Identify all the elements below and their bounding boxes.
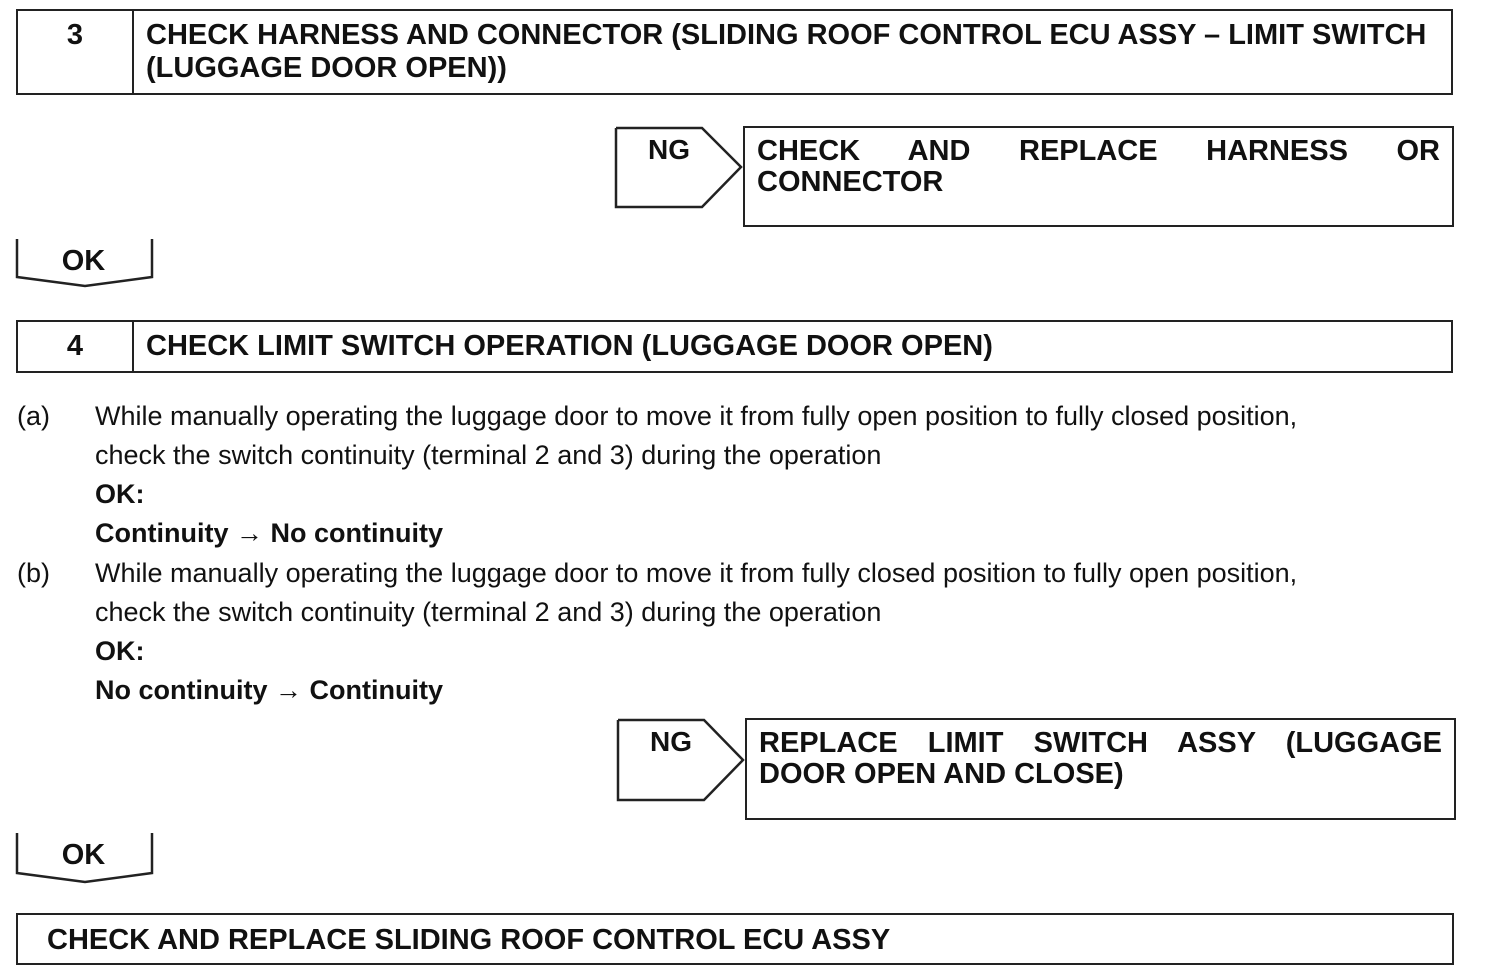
ng-branch-step-4 [616, 718, 1456, 802]
item-text-line: While manually operating the luggage door to move it from fully closed position to fully open position, [95, 558, 1298, 588]
step-number: 4 [18, 322, 134, 371]
ng-arrow-icon [616, 718, 745, 802]
ok-tab-step-4 [15, 831, 154, 885]
ok-heading: OK: [95, 479, 145, 509]
step-number: 3 [18, 11, 134, 93]
ng-arrow-icon [614, 126, 743, 209]
step-title: CHECK HARNESS AND CONNECTOR (SLIDING ROOF CONTROL ECU ASSY – LIMIT SWITCH (LUGGAGE DOOR OPEN)) [146, 19, 1427, 84]
ng-action-box: CHECK AND REPLACE HARNESS OR CONNECTOR [743, 126, 1454, 227]
step-4-header [16, 320, 1453, 373]
item-tag: (b) [17, 558, 50, 588]
item-text-line: While manually operating the luggage door to move it from fully open position to fully closed position, [95, 401, 1298, 431]
procedure-item-a [0, 397, 1504, 557]
item-text-line: check the switch continuity (terminal 2 and 3) during the operation [95, 597, 882, 627]
procedure-item-b [0, 554, 1504, 714]
ok-condition: Continuity → No continuity [95, 518, 443, 548]
ok-heading: OK: [95, 636, 145, 666]
step-title: CHECK LIMIT SWITCH OPERATION (LUGGAGE DOOR OPEN) [146, 330, 993, 362]
step-3-header [16, 9, 1453, 95]
ng-action-box: REPLACE LIMIT SWITCH ASSY (LUGGAGE DOOR OPEN AND CLOSE) [745, 718, 1456, 820]
final-action-box: CHECK AND REPLACE SLIDING ROOF CONTROL ECU ASSY [16, 913, 1454, 965]
ng-label: NG [650, 726, 692, 757]
ng-branch-step-3 [614, 126, 1454, 209]
ok-label: OK [61, 839, 106, 871]
ng-label: NG [648, 134, 690, 165]
ok-tab-step-3 [15, 237, 154, 289]
item-tag: (a) [17, 401, 50, 431]
item-text-line: check the switch continuity (terminal 2 and 3) during the operation [95, 440, 882, 470]
ok-label: OK [61, 245, 106, 277]
ok-condition: No continuity → Continuity [95, 675, 443, 705]
